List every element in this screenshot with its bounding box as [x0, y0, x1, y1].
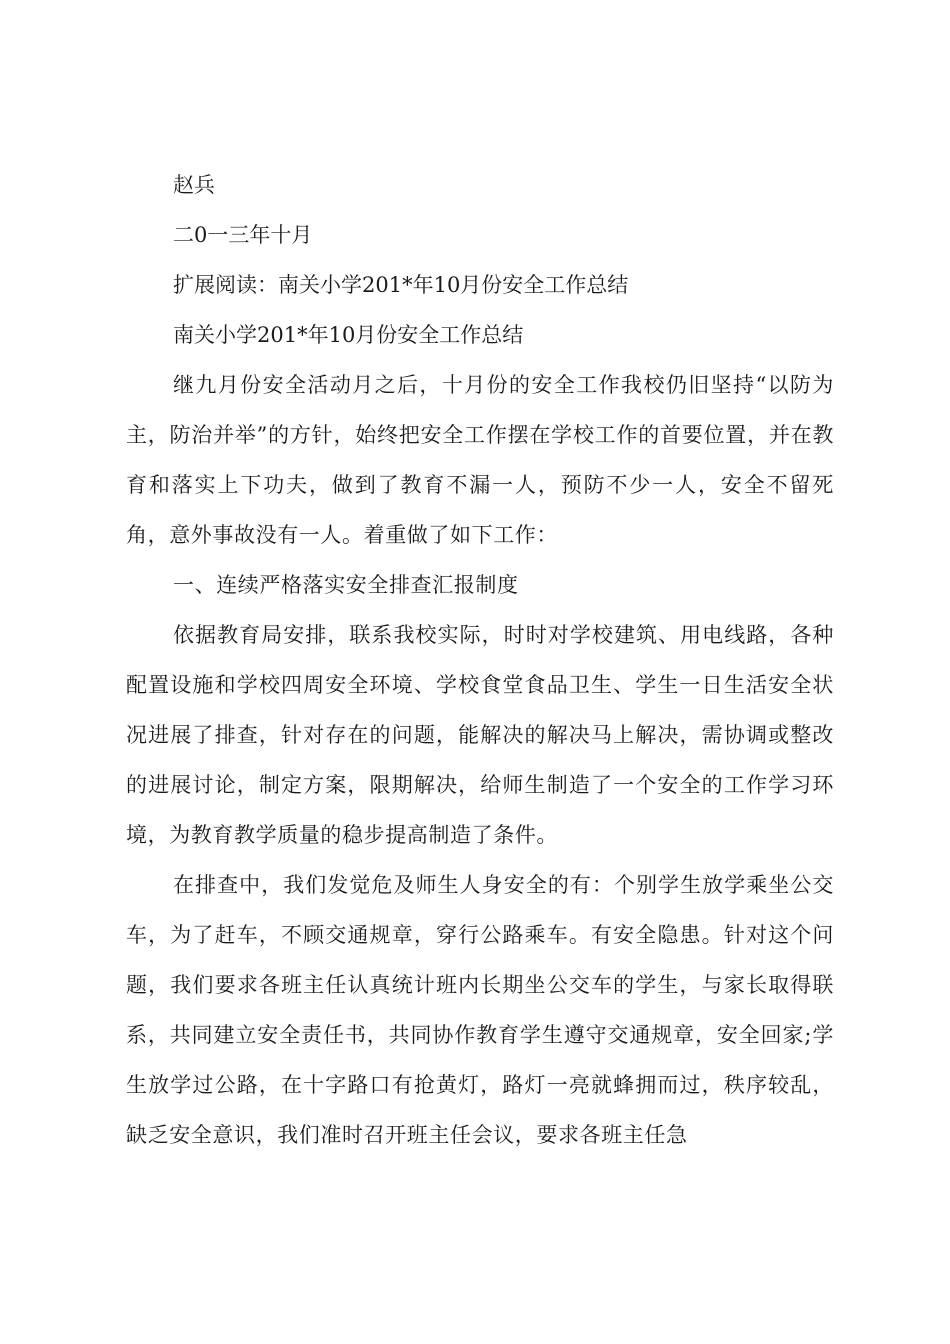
- date-line: 二0一三年十月: [173, 223, 313, 247]
- article-title: 南关小学201*年10月份安全工作总结: [173, 323, 524, 347]
- section-heading-1: 一、连续严格落实安全排查汇报制度: [173, 573, 519, 597]
- extended-reading-line: 扩展阅读：南关小学201*年10月份安全工作总结: [173, 273, 629, 297]
- paragraph-intro: 继九月份安全活动月之后，十月份的安全工作我校仍旧坚持“以防为主，防治并举”的方针，始终把安全工作摆在学校工作的首要位置，并在教育和落实上下功夫，做到了教育不漏一人，预防不少一人，安全不留死角，意外事故没有一人。着重做了如下工作：: [126, 373, 834, 547]
- paragraph-findings: 在排查中，我们发觉危及师生人身安全的有：个别学生放学乘坐公交车，为了赶车，不顾交通规章，穿行公路乘车。有安全隐患。针对这个问题，我们要求各班主任认真统计班内长期坐公交车的学生，与家长取得联系，共同建立安全责任书，共同协作教育学生遵守交通规章，安全回家;学生放学过公路，在十字路口有抢黄灯，路灯一亮就蜂拥而过，秩序较乱，缺乏安全意识，我们准时召开班主任会议，要求各班主任急: [126, 873, 834, 1147]
- paragraph-inspection: 依据教育局安排，联系我校实际，时时对学校建筑、用电线路，各种配置设施和学校四周安全环境、学校食堂食品卫生、学生一日生活安全状况进展了排查，针对存在的问题，能解决的解决马上解决，需协调或整改的进展讨论，制定方案，限期解决，给师生制造了一个安全的工作学习环境，为教育教学质量的稳步提高制造了条件。: [126, 623, 834, 847]
- signature: 赵兵: [173, 173, 215, 197]
- document-body: [126, 160, 834, 1160]
